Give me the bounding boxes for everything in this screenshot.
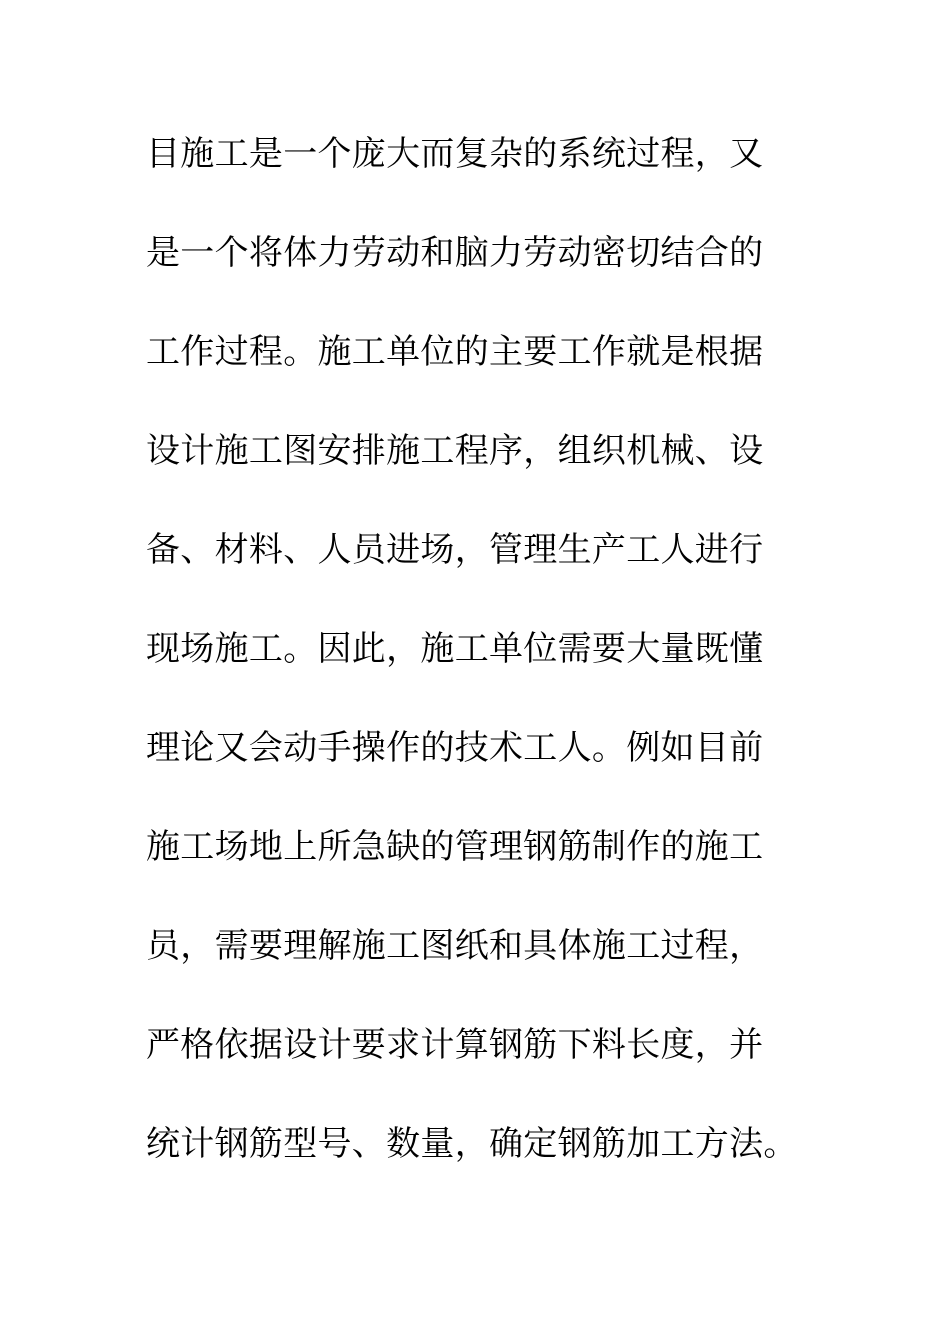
- text-line: 工作过程。施工单位的主要工作就是根据: [146, 332, 764, 372]
- text-line: 统计钢筋型号、数量，确定钢筋加工方法。: [146, 1124, 798, 1164]
- text-line: 备、材料、人员进场，管理生产工人进行: [146, 530, 764, 570]
- text-line: 现场施工。因此，施工单位需要大量既懂: [146, 629, 764, 669]
- text-line: 员，需要理解施工图纸和具体施工过程，: [146, 926, 764, 966]
- text-line: 施工场地上所急缺的管理钢筋制作的施工: [146, 827, 764, 867]
- text-line: 是一个将体力劳动和脑力劳动密切结合的: [146, 233, 764, 273]
- text-line: 设计施工图安排施工程序，组织机械、设: [146, 431, 764, 471]
- text-line: 严格依据设计要求计算钢筋下料长度，并: [146, 1025, 764, 1065]
- text-line: 目施工是一个庞大而复杂的系统过程，又: [146, 134, 764, 174]
- body-paragraph: [146, 128, 806, 1217]
- text-line: 理论又会动手操作的技术工人。例如目前: [146, 728, 764, 768]
